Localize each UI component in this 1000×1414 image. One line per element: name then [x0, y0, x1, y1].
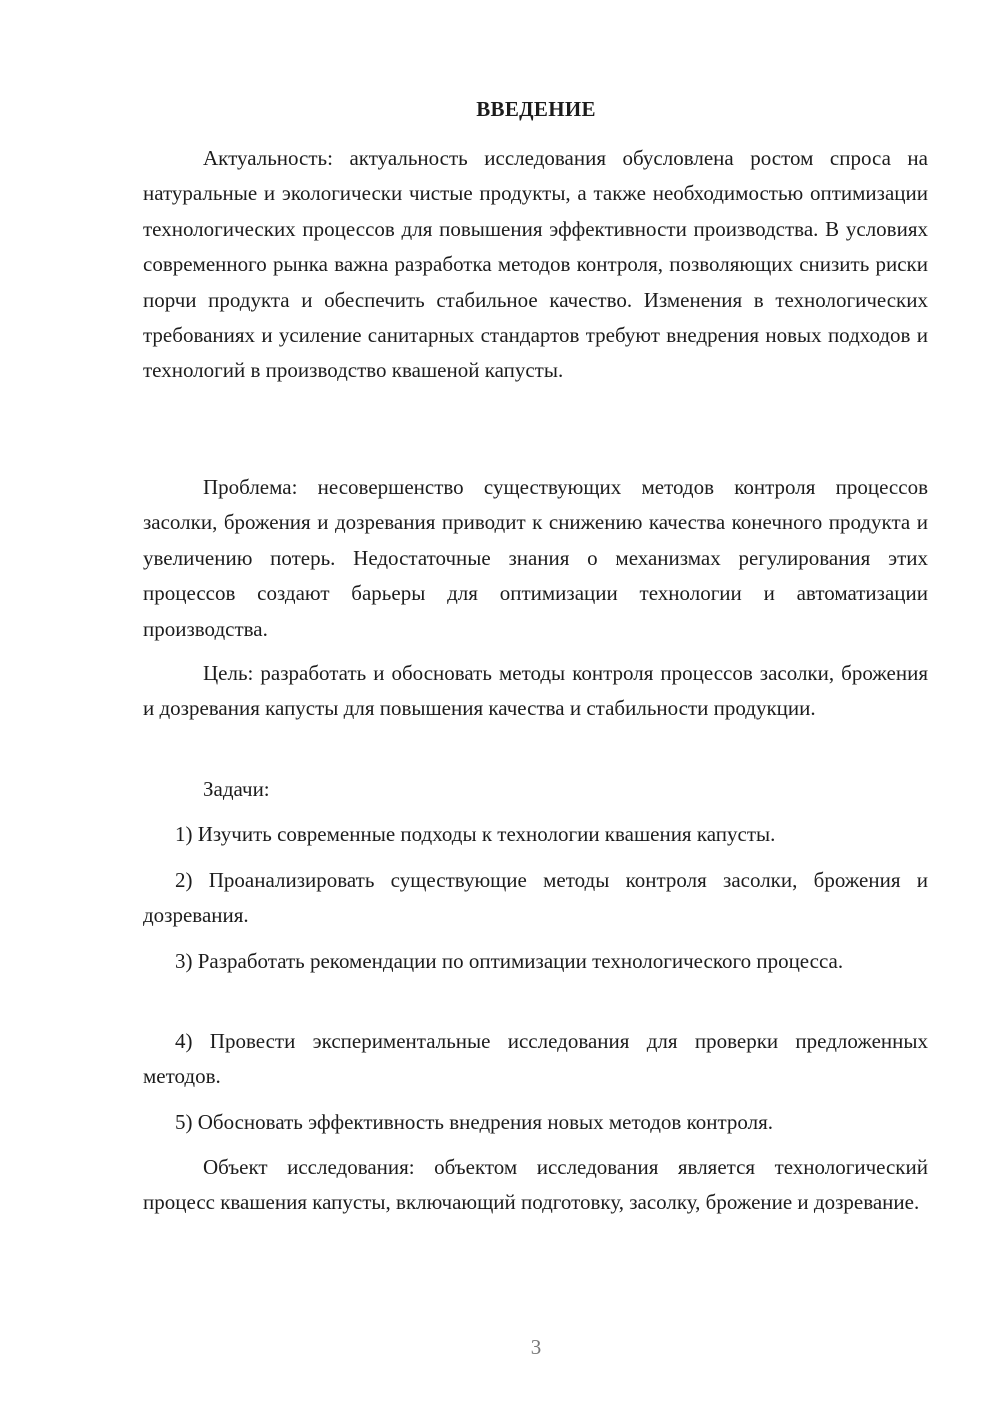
- task-item-1: 1) Изучить современные подходы к технологии квашения капусты.: [175, 822, 776, 846]
- tasks-label: Задачи:: [203, 777, 270, 801]
- goal-paragraph: Цель: разработать и обосновать методы контроля процессов засолки, брожения и дозревания капусты для повышения качества и стабильности продукции.: [143, 661, 928, 721]
- task-item-5: 5) Обосновать эффективность внедрения новых методов контроля.: [175, 1110, 774, 1134]
- task-item-2: 2) Проанализировать существующие методы контроля засолки, брожения и дозревания.: [143, 868, 928, 928]
- page-number: 3: [530, 1335, 542, 1359]
- task-item-4: 4) Провести экспериментальные исследования для проверки предложенных методов.: [143, 1029, 928, 1089]
- page-title: ВВЕДЕНИЕ: [476, 97, 596, 121]
- task-item-3: 3) Разработать рекомендации по оптимизации технологического процесса.: [175, 949, 844, 973]
- relevance-paragraph: Актуальность: актуальность исследования обусловлена ростом спроса на натуральные и экологически чистые продукты, а также необходимостью оптимизации технологических процессов для повышения эффективности производства. В условиях современного рынка важна разработка методов контроля, позволяющих снизить риски порчи продукта и обеспечить стабильное качество. Изменения в технологических требованиях и усиление санитарных стандартов требуют внедрения новых подходов и технологий в производство квашеной капусты.: [143, 146, 928, 383]
- problem-paragraph: Проблема: несовершенство существующих методов контроля процессов засолки, брожения и дозревания приводит к снижению качества конечного продукта и увеличению потерь. Недостаточные знания о механизмах регулирования этих процессов создают барьеры для оптимизации технологии и автоматизации производства.: [143, 475, 928, 641]
- object-paragraph: Объект исследования: объектом исследования является технологический процесс квашения капусты, включающий подготовку, засолку, брожение и дозревание.: [143, 1155, 928, 1215]
